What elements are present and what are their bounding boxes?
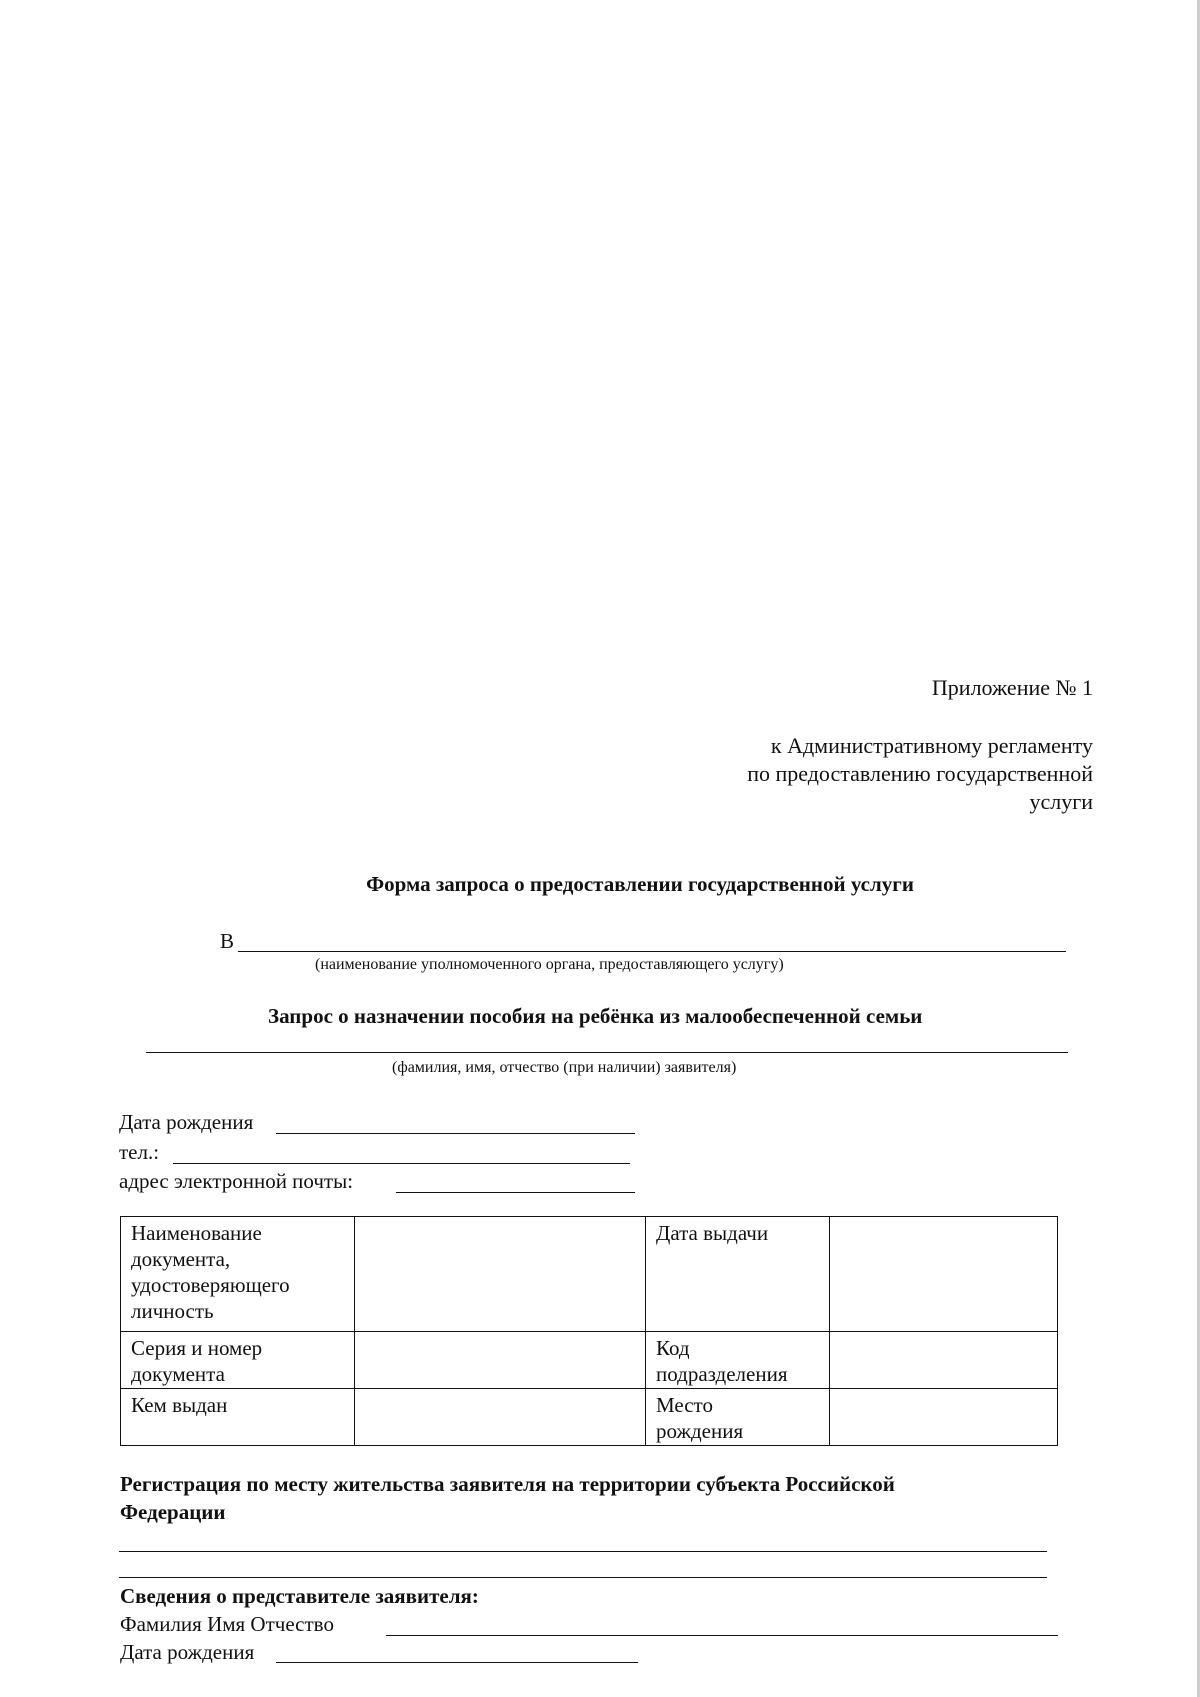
applicant-email-label: адрес электронной почты:: [119, 1169, 354, 1193]
recipient-prefix: В: [220, 929, 235, 953]
birth-place-label: Место рождения: [646, 1389, 830, 1446]
issued-by-cell[interactable]: [355, 1389, 646, 1446]
document-name-label: Наименование документа, удостоверяющего личность: [121, 1217, 355, 1332]
applicant-birth-date-line[interactable]: [276, 1133, 635, 1134]
issue-date-cell[interactable]: [830, 1217, 1058, 1332]
registration-title: Регистрация по месту жительства заявителя на территории субъекта Российской Федерации: [120, 1472, 895, 1524]
request-title: Запрос о назначении пособия на ребёнка из малообеспеченной семьи: [268, 1004, 923, 1028]
department-code-cell[interactable]: [830, 1332, 1058, 1389]
applicant-phone-line[interactable]: [173, 1163, 630, 1164]
series-number-cell[interactable]: [355, 1332, 646, 1389]
registration-line-2[interactable]: [119, 1577, 1047, 1578]
issue-date-label: Дата выдачи: [646, 1217, 830, 1332]
appendix-subtitle-line-1: к Административному регламенту: [770, 733, 1093, 758]
representative-name-label: Фамилия Имя Отчество: [120, 1612, 334, 1636]
applicant-name-caption: (фамилия, имя, отчество (при наличии) заявителя): [392, 1059, 737, 1076]
appendix-number: Приложение № 1: [931, 675, 1093, 700]
table-row: [121, 1332, 1058, 1389]
applicant-phone-label: тел.:: [119, 1140, 160, 1164]
applicant-name-input-line[interactable]: [146, 1052, 1068, 1053]
series-number-label: Серия и номер документа: [121, 1332, 355, 1389]
representative-birth-date-label: Дата рождения: [120, 1640, 255, 1664]
applicant-email-line[interactable]: [396, 1192, 635, 1193]
identity-document-table: [120, 1216, 1058, 1446]
birth-place-cell[interactable]: [830, 1389, 1058, 1446]
representative-name-line[interactable]: [386, 1635, 1058, 1636]
appendix-subtitle-line-3: услуги: [1029, 789, 1093, 814]
representative-birth-date-line[interactable]: [276, 1662, 638, 1663]
recipient-input-line[interactable]: [238, 951, 1066, 952]
registration-line-1[interactable]: [119, 1551, 1047, 1552]
issued-by-label: Кем выдан: [121, 1389, 355, 1446]
document-name-cell[interactable]: [355, 1217, 646, 1332]
appendix-subtitle-line-2: по предоставлению государственной: [747, 761, 1093, 786]
table-row: [121, 1217, 1058, 1332]
table-row: [121, 1389, 1058, 1446]
form-title: Форма запроса о предоставлении государственной услуги: [366, 872, 914, 896]
department-code-label: Код подразделения: [646, 1332, 830, 1389]
representative-title: Сведения о представителе заявителя:: [120, 1584, 479, 1608]
applicant-birth-date-label: Дата рождения: [119, 1110, 254, 1134]
recipient-caption: (наименование уполномоченного органа, предоставляющего услугу): [315, 956, 784, 973]
